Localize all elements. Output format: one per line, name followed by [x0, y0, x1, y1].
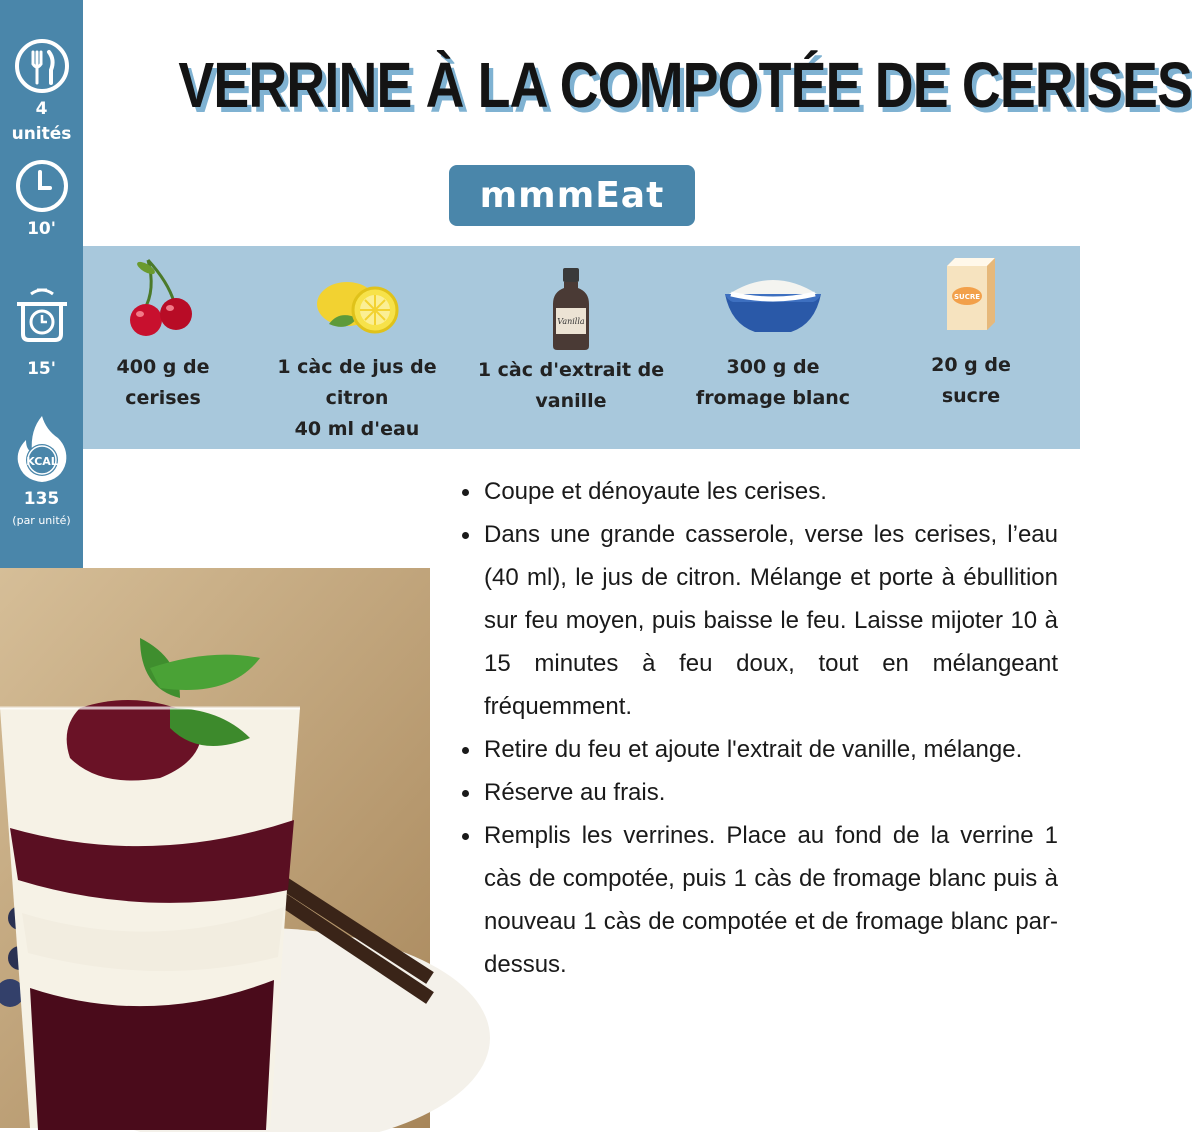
- step-item: Réserve au frais.: [458, 771, 1058, 814]
- step-item: Retire du feu et ajoute l'extrait de vanille, mélange.: [458, 728, 1058, 771]
- page-title: VERRINE À LA COMPOTÉE DE CERISES: [178, 49, 1192, 121]
- ingredient-item: [257, 246, 457, 449]
- clock-icon: [14, 158, 70, 214]
- prep-time-info: [0, 158, 83, 244]
- kcal-value: 135: [23, 489, 60, 509]
- portions-info: [0, 38, 83, 144]
- ingredient-line: vanille: [535, 390, 607, 412]
- cook-time-value: 15': [27, 359, 56, 379]
- verrine-illustration: [0, 568, 430, 1128]
- step-item: Remplis les verrines. Place au fond de la verrine 1 càs de compotée, puis 1 càs de fromage blanc puis à nouveau 1 càs de compotée et de fromage blanc par-dessus.: [458, 814, 1058, 986]
- bottle-label: Vanilla: [557, 317, 585, 326]
- vanilla-bottle-icon: [551, 266, 591, 352]
- ingredient-line: fromage blanc: [695, 387, 851, 409]
- ingredients-band: [83, 246, 1080, 449]
- verrine-photo: [0, 568, 430, 1128]
- ingredient-item: [471, 246, 671, 449]
- ingredient-line: cerises: [125, 387, 201, 409]
- bowl-icon: [721, 274, 825, 338]
- sugar-box-icon: [941, 256, 1001, 332]
- step-item: Coupe et dénoyaute les cerises.: [458, 470, 1058, 513]
- ingredient-line: sucre: [941, 385, 1001, 407]
- prep-time-value: 10': [27, 219, 56, 239]
- ingredient-line: 20 g de: [931, 354, 1011, 376]
- kcal-unit: (par unité): [12, 514, 71, 527]
- ingredient-line: 300 g de: [726, 356, 820, 378]
- brand-logo: mmmEat: [449, 165, 695, 226]
- ingredient-line: 1 càc de jus de: [277, 356, 437, 378]
- lemon-icon: [309, 276, 405, 342]
- sugar-box-label: SUCRE: [953, 293, 981, 301]
- kcal-badge-text: KCAL: [25, 455, 58, 468]
- ingredient-item: [63, 246, 263, 449]
- ingredient-line: 40 ml d'eau: [294, 418, 420, 440]
- recipe-steps: [458, 470, 1058, 986]
- ingredient-line: 400 g de: [116, 356, 210, 378]
- portions-value: 4: [35, 99, 48, 119]
- fork-knife-icon: [14, 38, 70, 94]
- ingredient-item: [673, 246, 873, 449]
- ingredient-item: [871, 246, 1071, 449]
- ingredient-line: citron: [325, 387, 389, 409]
- cherries-icon: [128, 254, 198, 340]
- portions-unit: unités: [11, 124, 72, 144]
- ingredient-line: 1 càc d'extrait de: [477, 359, 665, 381]
- step-item: Dans une grande casserole, verse les cerises, l’eau (40 ml), le jus de citron. Mélange et porte à ébullition sur feu moyen, puis baisse le feu. Laisse mijoter 10 à 15 minutes à feu doux, tout en mélangeant fréquemment.: [458, 513, 1058, 728]
